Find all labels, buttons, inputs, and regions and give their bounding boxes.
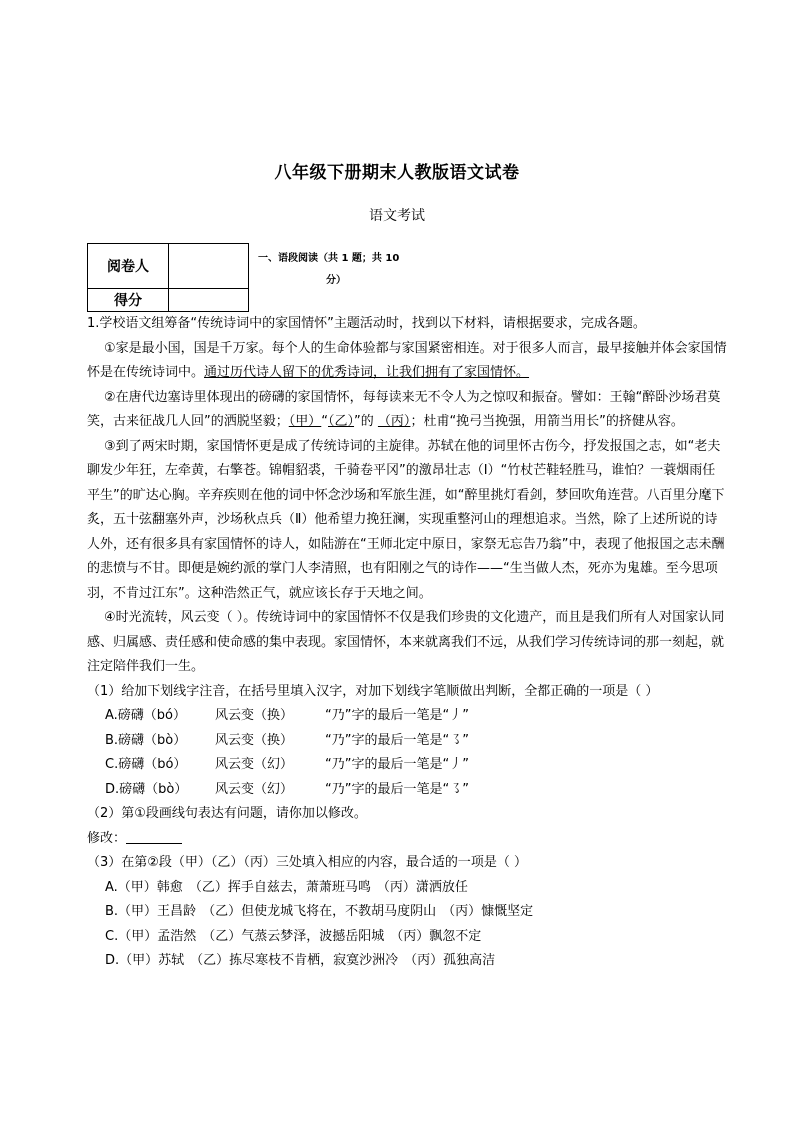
q2-answer-blank[interactable] (126, 829, 182, 844)
question-intro: 1.学校语文组筹备“传统诗词中的家国情怀”主题活动时，找到以下材料，请根据要求，完成各题。 (87, 316, 646, 331)
q2-answer-line (87, 827, 727, 852)
q3-option-d-jia: D.（甲）苏轼 (105, 953, 185, 968)
paragraph-2-text-d: ；杜甫“挽弓当挽强，用箭当用长”的挤健从容。 (410, 414, 684, 429)
paragraph-2-text-a: ②在唐代边塞诗里体现出的磅礴的家国情怀，每每读来无不令人为之惊叹和振奋。譬如：王翰“醉卧沙场君莫笑，古来征战几人回”的洒脱坚毅； (87, 389, 721, 429)
section-heading-line2: 分） (326, 275, 346, 286)
q1-option-b-word: 风云变（换） (215, 732, 294, 748)
q3-option-d-yi: （乙）拣尽寒枝不肯栖，寂寞沙洲冷 (190, 953, 399, 968)
score-table (87, 243, 249, 312)
score-label: 得分 (88, 289, 169, 312)
question-body (87, 312, 727, 974)
q1-option-d-pinyin: D.磅礴（bò） (105, 781, 188, 797)
q3-option-b-jia: B.（甲）王昌龄 (105, 904, 197, 919)
q3-option-d-bing: （丙）孤独高洁 (404, 953, 496, 968)
q1-option-a-pinyin: A.磅礴（bó） (105, 708, 187, 723)
paragraph-1-text: ①家是最小国，国是千万家。每个人的生命体验都与家国紧密相连。对于很多人而言，最早接触并体会家国情怀是在传统诗词中。 (87, 340, 727, 380)
q3-option-b-yi: （乙）但使龙城飞将在，不教胡马度阴山 (202, 904, 437, 919)
page-subtitle: 语文考试 (369, 208, 425, 224)
q3-option-d[interactable] (87, 949, 727, 974)
q3-option-c[interactable] (87, 925, 727, 950)
q1-option-d[interactable] (87, 778, 727, 803)
section-heading (258, 248, 428, 292)
paragraph-1 (87, 337, 727, 386)
q3-option-b[interactable] (87, 900, 727, 925)
q1-option-c-word: 风云变（幻） (215, 757, 294, 772)
q1-option-c-pinyin: C.磅礴（bó） (105, 757, 187, 772)
blank-bing: （丙） (377, 414, 411, 429)
paragraph-4: ④时光流转，风云变（ ）。传统诗词中的家国情怀不仅是我们珍贵的文化遗产，而且是我们所有人对国家认同感、归属感、责任感和使命感的集中表现。家国情怀，本来就离我们不远，从我们学习传统诗词的那一刻起，就注定陪伴我们一生。 (87, 610, 725, 674)
q3-stem: （3）在第②段（甲）（乙）（丙）三处填入相应的内容，最合适的一项是（ ） (87, 855, 528, 870)
paragraph-2 (87, 386, 727, 435)
score-field[interactable] (169, 289, 249, 312)
q3-option-c-yi: （乙）气蒸云梦泽，波撼岳阳城 (202, 928, 385, 944)
q3-option-a[interactable] (87, 876, 727, 901)
blank-yi: （乙） (328, 414, 355, 429)
q3-option-b-bing: （丙）慷慨坚定 (442, 904, 534, 919)
q1-option-a-word: 风云变（换） (215, 708, 294, 723)
paragraph-2-text-c: ”的 (354, 414, 374, 429)
paragraph-3: ③到了两宋时期，家国情怀更是成了传统诗词的主旋律。苏轼在他的词里怀古伤今，抒发报国之志，如“老夫聊发少年狂，左牵黄，右擎苍。锦帽貂裘，千骑卷平冈”的激昂壮志（Ⅰ）“竹杖芒鞋轻胜马，谁怕？一蓑烟雨任平生”的旷达心胸。辛弃疾则在他的词中怀念沙场和军旅生涯，如“醉里挑灯看剑，梦回吹角连营。八百里分麾下炙，五十弦翻塞外声，沙场秋点兵（Ⅱ）他希望力挽狂澜，实现重整河山的理想追求。当然，除了上述所说的诗人外，还有很多具有家国情怀的诗人，如陆游在“王师北定中原日，家祭无忘告乃翁”中，表现了他报国之志未酬的悲愤与不甘。即便是婉约派的掌门人李清照，也有阳刚之气的诗作——“生当做人杰，死亦为鬼雄。至今思项羽，不肯过江东”。这种浩然正气，就应该长存于天地之间。 (87, 438, 725, 601)
q2-stem: （2）第①段画线句表达有问题，请你加以修改。 (87, 806, 367, 821)
grader-label: 阅卷人 (88, 244, 169, 289)
q2-answer-label: 修改： (87, 830, 127, 846)
q3-option-c-jia: C.（甲）孟浩然 (105, 928, 197, 944)
q3-option-a-yi: （乙）挥手自兹去，萧萧班马鸣 (188, 879, 371, 895)
q1-option-a[interactable] (87, 704, 727, 729)
q1-option-c[interactable] (87, 753, 727, 778)
q3-option-a-jia: A.（甲）韩愈 (105, 879, 183, 895)
q1-option-b-pinyin: B.磅礴（bò） (105, 732, 187, 748)
q1-option-c-stroke: “乃”字的最后一笔是“丿” (325, 757, 469, 772)
paragraph-2-text-b: “ (321, 414, 329, 429)
q1-option-b[interactable] (87, 729, 727, 754)
paragraph-1-underlined: 通过历代诗人留下的优秀诗词，让我们拥有了家国情怀。 (204, 365, 530, 380)
q3-option-a-bing: （丙）潇洒放任 (376, 879, 468, 895)
q1-option-d-word: 风云变（幻） (215, 781, 294, 797)
q3-option-c-bing: （丙）飘忽不定 (390, 928, 482, 944)
grader-field[interactable] (169, 244, 249, 289)
page-title: 八年级下册期末人教版语文试卷 (274, 163, 520, 183)
q1-stem: （1）给加下划线字注音，在括号里填入汉字，对加下划线字笔顺做出判断，全都正确的一项是（ ） (87, 683, 659, 699)
q1-option-d-stroke: “乃”字的最后一笔是“㇌” (325, 781, 469, 797)
section-heading-line1: 一、语段阅读（共 1 题；共 10 (258, 253, 400, 264)
q1-option-a-stroke: “乃”字的最后一笔是“丿” (325, 708, 469, 723)
blank-jia: （甲） (288, 414, 322, 429)
q1-option-b-stroke: “乃”字的最后一笔是“㇌” (325, 732, 469, 748)
